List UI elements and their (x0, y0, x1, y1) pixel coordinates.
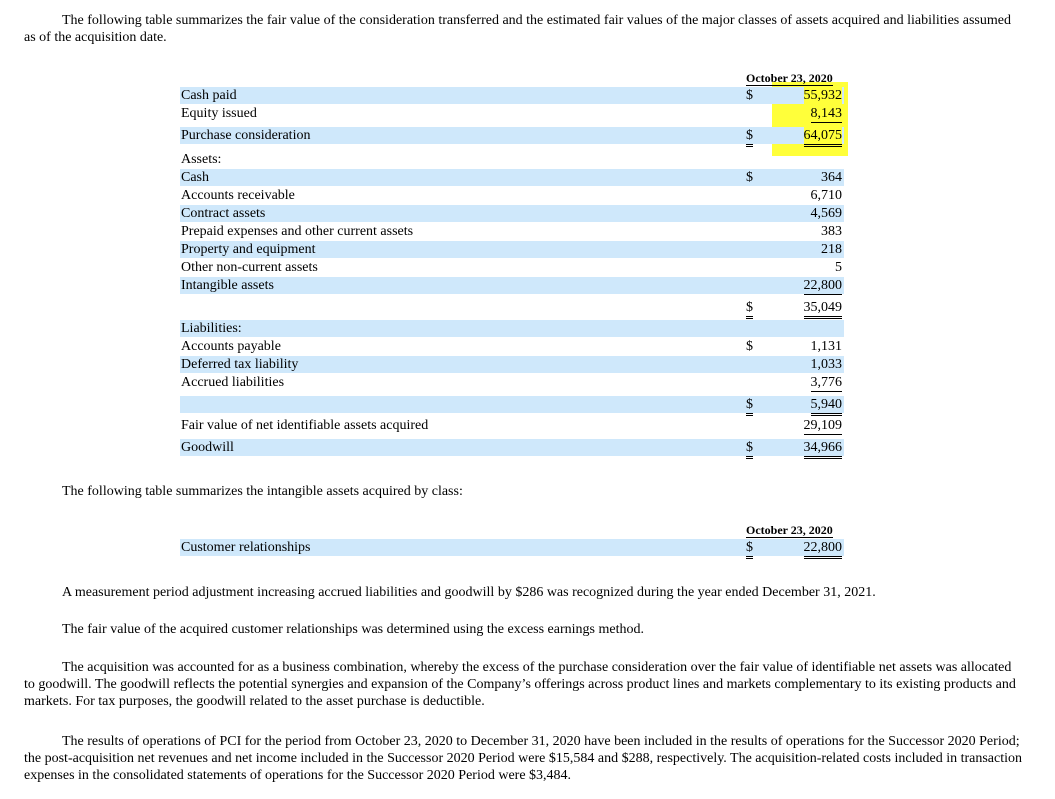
intro-paragraph: The following table summarizes the fair value of the consideration transferred and the estimated fair values of the major classes of assets acquired and liabilities assumed as of the acquisition date. (24, 13, 1011, 45)
net-assets-row: Fair value of net identifiable assets acquired 29,109 (181, 418, 842, 433)
table-row: Deferred tax liability 1,033 (181, 357, 842, 372)
table-row: Intangible assets 22,800 (181, 278, 842, 293)
table-row: Property and equipment 218 (181, 242, 842, 257)
table-row: Accounts payable $ 1,131 (181, 339, 842, 354)
assets-total-row: $ 35,049 (180, 299, 844, 316)
intangibles-intro: The following table summarizes the intangible assets acquired by class: (62, 484, 463, 499)
adjustment-paragraph: A measurement period adjustment increasing accrued liabilities and goodwill by $286 was recognized during the year ended December 31, 2021. (62, 585, 876, 600)
liabilities-total-row: $ 5,940 (180, 396, 844, 413)
table-row: Cash paid $ 55,932 (181, 88, 842, 103)
column-header-date: October 23, 2020 (746, 523, 833, 537)
assets-heading: Assets: (181, 152, 222, 167)
results-paragraph: The results of operations of PCI for the period from October 23, 2020 to December 31, 2020 have been included in the results of operations for the Successor 2020 Period; the post-acquisition net revenues and net income included in the Successor 2020 Period were $15,584 and $288, respectively. The acquisition-related costs included in transaction expenses in the consolidated statements of operations for the Successor 2020 Period were $3,484. (24, 734, 1023, 783)
table-row: Customer relationships $ 22,800 (180, 539, 844, 556)
liabilities-heading: Liabilities: (180, 320, 844, 337)
table-row: Other non-current assets 5 (181, 260, 842, 275)
goodwill-row: Goodwill $ 34,966 (180, 439, 844, 456)
table-row: Accrued liabilities 3,776 (181, 375, 842, 390)
table-row: Accounts receivable 6,710 (181, 188, 842, 203)
combination-paragraph: The acquisition was accounted for as a business combination, whereby the excess of the purchase consideration over the fair value of identifiable net assets was allocated to goodwill. The goodwill reflects the potential synergies and expansion of the Company’s offerings across product lines and markets complementary to its existing products and markets. For tax purposes, the goodwill related to the asset purchase is deductible. (24, 660, 1016, 709)
table-row: Equity issued 8,143 (181, 106, 842, 121)
table-row: Contract assets 4,569 (181, 206, 842, 221)
table-row: Cash $ 364 (181, 170, 842, 185)
column-header-date: October 23, 2020 (746, 71, 833, 85)
table-row: Purchase consideration $ 64,075 (180, 127, 844, 144)
method-paragraph: The fair value of the acquired customer relationships was determined using the excess earnings method. (62, 622, 644, 637)
table-row: Prepaid expenses and other current assets 383 (181, 224, 842, 239)
